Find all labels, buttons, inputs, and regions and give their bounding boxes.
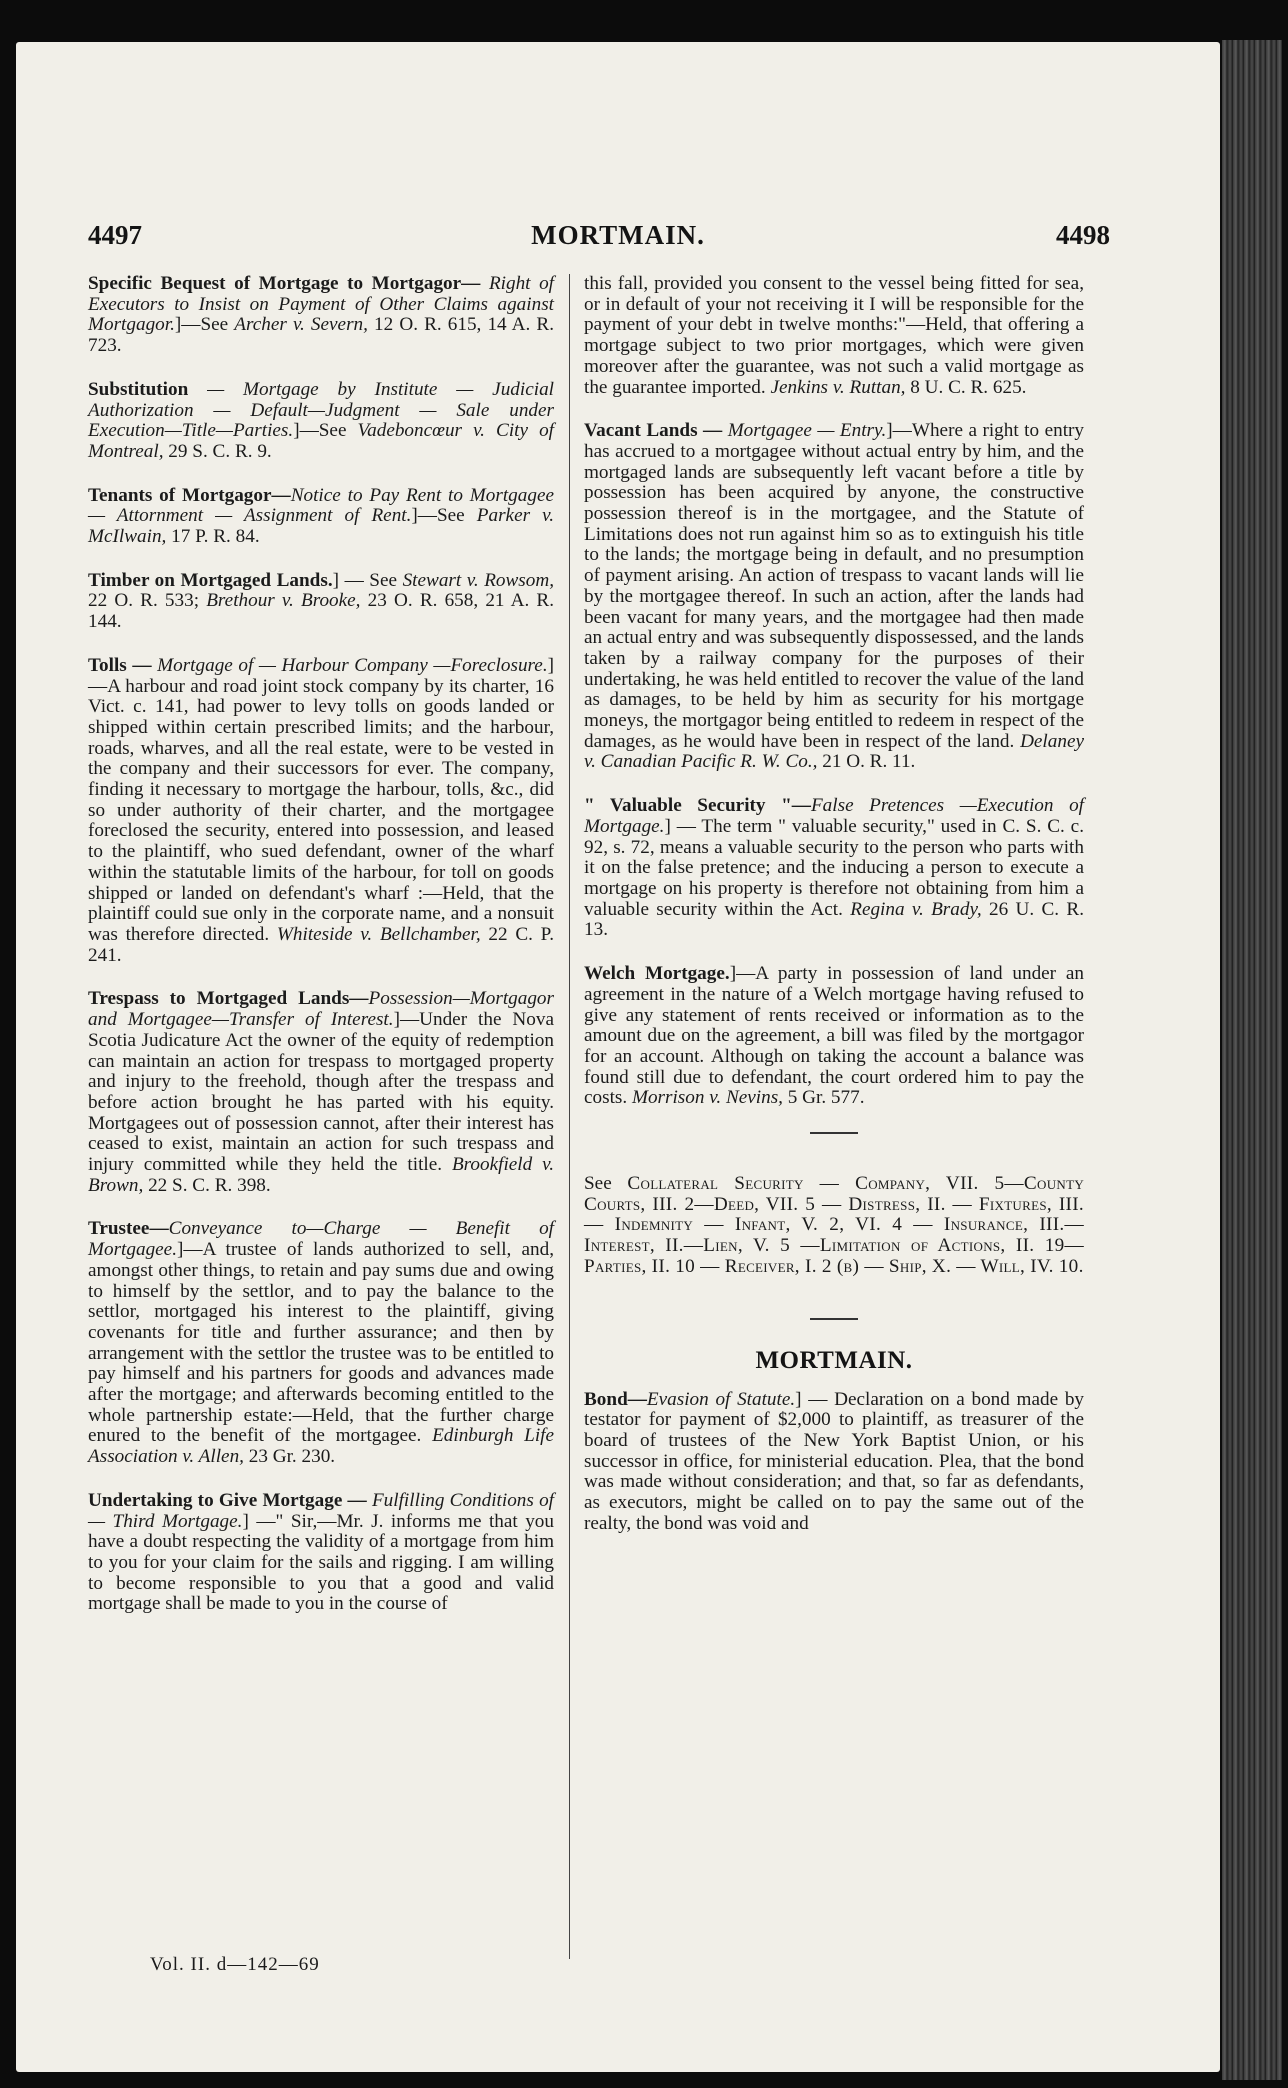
entry-subheading: Possession—Mortgagor and Mortgagee—Transfer of Interest. — [88, 988, 554, 1031]
entry-text: this fall, provided you consent to the vessel being fitted for sea, or in default of your not receiving it I will be responsible for the payment of your debt in twelve months:"—Held, that offering a mortgage subject to two prior mortgages, which were given moreover after the guarantee, was not such a valid mortgage as the guarantee imported. — [584, 273, 1084, 398]
entry-subheading: — Mortgage by Institute — Judicial Authorization — Default—Judgment — Sale under Execution—Title—Parties. — [88, 378, 554, 442]
entry-subheading: Notice to Pay Rent to Mortgagee — Attornment — Assignment of Rent. — [88, 484, 554, 527]
entry-text: ]—Where a right to entry has accrued to a mortgagee without actual entry by him, and the mortgaged lands are subsequently left vacant before a title by possession has been acquired by anyone, the constructive possession thereof is in the mortgagee, and the Statute of Limitations does not run against him so as to extinguish his title to the lands; the mortgage being in default, and no presumption of payment arising. An action of trespass to vacant lands will lie by the mortgagee thereof. In such an action, after the lands had been vacant for many years, and the mortgagee had then made an actual entry and was subsequently dispossessed, and the lands taken by a railway company for the purposes of their undertaking, he was held entitled to recover the value of the land as damages, to be held by him as security for his mortgage moneys, the mortgagor being entitled to redeem in respect of the damages, as he would have been in respect of the land. — [584, 420, 1085, 752]
section-divider-2 — [810, 1318, 858, 1320]
entry-heading: Welch Mortgage. — [584, 963, 730, 985]
see-label: See — [584, 1173, 612, 1195]
case-name: Vadeboncœur v. City of Montreal, — [88, 420, 554, 462]
case-name: Delaney v. Canadian Pacific R. W. Co., — [584, 730, 1084, 773]
case-reference: 26 U. C. R. 13. — [584, 898, 1084, 941]
case-reference-2: 23 O. R. 658, 21 A. R. 144. — [88, 590, 555, 633]
entry-undertaking — [88, 1491, 554, 1615]
entry-welch-mortgage — [584, 964, 1084, 1109]
entry-subheading: False Pretences —Execution of Mortgage. — [584, 795, 1085, 837]
case-name: Regina v. Brady, — [850, 898, 982, 920]
entry-trespass — [88, 989, 554, 1196]
entry-heading: " Valuable Security "— — [584, 795, 811, 817]
left-column — [88, 274, 554, 1638]
entry-text: ]—Under the Nova Scotia Judicature Act the owner of the equity of redemption can maintain an action for trespass to mortgaged property and injury to the freehold, though after the trespass and before action brought he has parted with his equity. Mortgagees out of possession cannot, after their interest has ceased to exist, maintain an action for such trespass and injury committed while they held the title. — [88, 1009, 554, 1176]
entry-subheading: Fulfilling Conditions of — Third Mortgage. — [88, 1489, 554, 1532]
entry-text: ] — Declaration on a bond made by testator for payment of $2,000 to plaintiff, as treasurer of the board of trustees of the New York Baptist Union, or his successor in office, for ministerial education. Plea, that the bond was made without consideration; and that, so far as defendants, as executors, might be called on to pay the same out of the realty, the bond was void and — [584, 1388, 1085, 1534]
running-title: MORTMAIN. — [531, 220, 705, 250]
page-number-right: 4498 — [1056, 220, 1110, 250]
book-page — [16, 42, 1220, 2072]
see-also-references — [584, 1174, 1084, 1278]
entry-text: ]—A harbour and road joint stock company by its charter, 16 Vict. c. 141, had power to levy tolls on goods landed or shipped within certain prescribed limits; and the harbour, roads, wharves, and all the real estate, were to be vested in the company and their successors for ever. The company, finding it necessary to mortgage the harbour, tolls, &c., did so under authority of their charter, and the mortgagee foreclosed the security, entered into possession, and leased to the plaintiff, who sued defendant, owner of the wharf within the statutable limits of the harbour, for toll on goods shipped or landed on defendant's wharf :—Held, that the plaintiff could sue only in the corporate name, and a nonsuit was therefore directed. — [88, 654, 555, 945]
entry-heading: Undertaking to Give Mortgage — — [88, 1489, 367, 1511]
case-reference: 22 S. C. R. 398. — [148, 1174, 271, 1196]
entry-trustee — [88, 1219, 554, 1467]
case-name: Archer v. Severn, — [234, 314, 368, 336]
entry-text: ] —" Sir,—Mr. J. informs me that you have a doubt respecting the validity of a mortgage from him to you for your claim for the sails and rigging. I am willing to become responsible to you that a good and valid mortgage shall be made to you in the course of — [88, 1510, 554, 1615]
entry-heading: Specific Bequest of Mortgage to Mortgagor— — [88, 273, 481, 294]
case-name: Brookfield v. Brown, — [88, 1154, 555, 1196]
entry-tolls — [88, 656, 554, 967]
entry-text: ]—See — [174, 314, 229, 336]
case-name: Stewart v. Rowsom, — [402, 569, 555, 591]
entry-heading: Substitution — [88, 378, 189, 400]
case-reference: 22 C. P. 241. — [88, 923, 555, 966]
entry-undertaking-continued — [584, 274, 1084, 398]
entry-timber — [88, 571, 554, 633]
entry-specific-bequest — [88, 274, 554, 357]
entry-bond — [584, 1390, 1084, 1535]
entry-subheading: Mortgagee — Entry. — [727, 420, 887, 442]
case-reference: 12 O. R. 615, 14 A. R. 723. — [88, 314, 555, 357]
entry-heading: Timber on Mortgaged Lands. — [88, 569, 333, 591]
case-reference: 8 U. C. R. 625. — [910, 376, 1027, 398]
entry-text: ]—See — [293, 420, 347, 442]
section-divider — [810, 1132, 858, 1134]
running-header — [16, 220, 1220, 254]
case-name: Whiteside v. Bellchamber, — [276, 923, 481, 945]
page-edges — [1222, 40, 1282, 2080]
column-divider — [569, 274, 570, 1959]
entry-vacant-lands — [584, 421, 1084, 773]
entry-heading: Tolls — — [88, 654, 152, 676]
entry-substitution — [88, 380, 554, 463]
entry-valuable-security — [584, 796, 1084, 941]
signature-mark: Vol. II. d—142—69 — [150, 1954, 320, 1975]
case-name: Edinburgh Life Association v. Allen, — [88, 1425, 554, 1468]
entry-subheading: Mortgage of — Harbour Company —Foreclosure. — [157, 654, 548, 676]
entry-heading: Trespass to Mortgaged Lands— — [88, 988, 369, 1010]
entry-heading: Trustee— — [88, 1218, 169, 1240]
entry-text: ] — See — [332, 569, 398, 591]
entry-subheading: Right of Executors to Insist on Payment of Other Claims against Mortgagor. — [88, 273, 554, 336]
entry-heading: Vacant Lands — — [584, 420, 723, 442]
case-name: Morrison v. Nevins, — [631, 1087, 783, 1109]
entry-subheading: Conveyance to—Charge — Benefit of Mortgagee. — [88, 1218, 554, 1261]
case-reference: 17 P. R. 84. — [171, 526, 260, 548]
case-reference: 5 Gr. 577. — [787, 1087, 865, 1109]
case-reference: 22 O. R. 533; — [88, 590, 200, 612]
case-reference: 23 Gr. 230. — [248, 1446, 336, 1468]
entry-text: ]—A trustee of lands authorized to sell, and, amongst other things, to retain and pay sums due and owing to himself by the settlor, and to pay the balance to the settlor, mortgaged his interest to the plaintiff, giving covenants for title and further assurance; and then by arrangement with the settlor the trustee was to be entitled to pay himself and his partners for goods and advances made after the mortgage; and afterwards becoming entitled to the whole partnership estate:—Held, that the further charge enured to the benefit of the mortgagee. — [88, 1239, 554, 1447]
see-also-text: Collateral Security — Company, VII. 5—County Courts, III. 2—Deed, VII. 5 — Distress, II. — Fixtures, III. — Indemnity — Infant, V. 2, VI. 4 — Insurance, III.—Interest, II.—Lien, V. 5 —Limitation of Actions, II. 19—Parties, II. 10 — Receiver, I. 2 (b) — Ship, X. — Will, IV. 10. — [584, 1173, 1085, 1277]
entry-tenants-of-mortgagor — [88, 486, 554, 548]
entry-text: ]—A party in possession of land under an agreement in the nature of a Welch mortgage having refused to give any statement of rents received or information as to the amount due on the agreement, a bill was filed by the mortgagor for an account. Although on taking the account a balance was found still due to defendant, the court ordered him to pay the costs. — [584, 963, 1084, 1109]
right-column — [584, 274, 1084, 1557]
entry-heading: Tenants of Mortgagor— — [88, 484, 291, 506]
entry-heading: Bond— — [584, 1388, 647, 1410]
entry-text: ]—See — [411, 505, 465, 527]
case-name: Parker v. McIlwain, — [88, 505, 554, 548]
case-reference: 29 S. C. R. 9. — [168, 440, 272, 462]
entry-subheading: Evasion of Statute. — [646, 1388, 796, 1410]
entry-text: ] — The term " valuable security," used in C. S. C. c. 92, s. 72, means a valuable security to the person who parts with it on the false pretence; and the inducing a person to execute a mortgage on his property is therefore not obtaining from him a valuable security within the Act. — [584, 815, 1084, 920]
case-name: Jenkins v. Ruttan, — [770, 376, 906, 398]
case-name-2: Brethour v. Brooke, — [206, 590, 361, 612]
case-reference: 21 O. R. 11. — [822, 751, 916, 773]
section-heading-mortmain: MORTMAIN. — [755, 1346, 913, 1374]
page-number-left: 4497 — [88, 220, 142, 250]
